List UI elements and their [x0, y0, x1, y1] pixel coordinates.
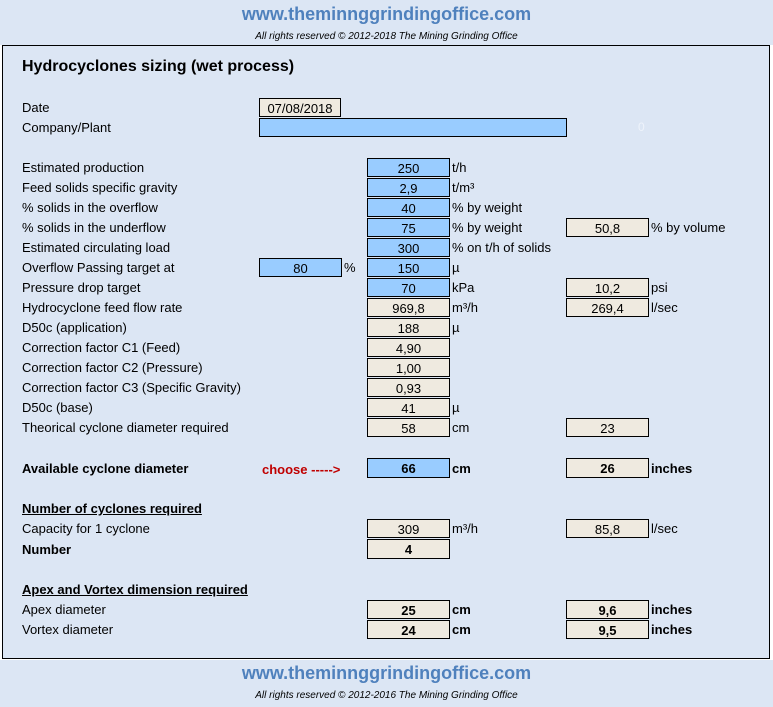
available-diameter-unit: cm: [452, 461, 471, 476]
date-field[interactable]: 07/08/2018: [259, 98, 341, 117]
theoretical-diameter-label: Theorical cyclone diameter required: [22, 420, 229, 435]
solids-underflow-label: % solids in the underflow: [22, 220, 166, 235]
overflow-target-percent-unit: %: [344, 260, 356, 275]
company-label: Company/Plant: [22, 120, 111, 135]
capacity-lsec-unit: l/sec: [651, 521, 678, 536]
apex-inches-unit: inches: [651, 602, 693, 617]
overflow-target-size-unit: µ: [452, 260, 460, 275]
feed-sg-input[interactable]: 2,9: [367, 178, 450, 197]
vortex-cm-unit: cm: [452, 622, 471, 637]
site-url-top[interactable]: www.theminnggrindingoffice.com: [241, 4, 532, 24]
apex-vortex-heading: Apex and Vortex dimension required: [22, 582, 248, 597]
pressure-drop-unit: kPa: [452, 280, 475, 295]
c3-value: 0,93: [367, 378, 450, 397]
feed-sg-unit: t/m³: [452, 180, 475, 195]
date-label: Date: [22, 100, 50, 115]
number-value: 4: [367, 539, 450, 559]
c2-value: 1,00: [367, 358, 450, 377]
available-diameter-inches-unit: inches: [651, 461, 693, 476]
vortex-label: Vortex diameter: [22, 622, 114, 637]
circ-load-input[interactable]: 300: [367, 238, 450, 257]
pressure-drop-psi: 10,2: [566, 278, 649, 297]
company-field[interactable]: [259, 118, 567, 137]
d50c-base-value: 41: [367, 398, 450, 417]
solids-overflow-input[interactable]: 40: [367, 198, 450, 217]
d50c-base-label: D50c (base): [22, 400, 93, 415]
overflow-target-label: Overflow Passing target at: [22, 260, 175, 275]
pressure-drop-psi-unit: psi: [651, 280, 668, 295]
d50c-application-label: D50c (application): [22, 320, 127, 335]
number-label: Number: [22, 542, 72, 557]
solids-underflow-input[interactable]: 75: [367, 218, 450, 237]
feed-flow-value: 969,8: [367, 298, 450, 317]
available-diameter-inches: 26: [566, 458, 649, 478]
solids-underflow-volume-unit: % by volume: [651, 220, 726, 235]
feed-flow-label: Hydrocyclone feed flow rate: [22, 300, 183, 315]
solids-underflow-unit: % by weight: [452, 220, 523, 235]
capacity-lsec: 85,8: [566, 519, 649, 538]
vortex-cm: 24: [367, 620, 450, 639]
d50c-base-unit: µ: [452, 400, 460, 415]
solids-underflow-volume: 50,8: [566, 218, 649, 237]
solids-overflow-unit: % by weight: [452, 200, 523, 215]
pressure-drop-label: Pressure drop target: [22, 280, 141, 295]
apex-cm: 25: [367, 600, 450, 619]
page-title: Hydrocyclones sizing (wet process): [22, 58, 295, 75]
feed-flow-lsec: 269,4: [566, 298, 649, 317]
cyclones-heading: Number of cyclones required: [22, 501, 202, 516]
production-label: Estimated production: [22, 160, 145, 175]
production-unit: t/h: [452, 160, 467, 175]
company-hidden-value: 0: [638, 120, 645, 134]
overflow-target-percent-input[interactable]: 80: [259, 258, 342, 277]
overflow-target-size-input[interactable]: 150: [367, 258, 450, 277]
vortex-inches: 9,5: [566, 620, 649, 639]
choose-arrow-label: choose ----->: [262, 462, 341, 477]
apex-label: Apex diameter: [22, 602, 106, 617]
feed-flow-lsec-unit: l/sec: [651, 300, 678, 315]
apex-cm-unit: cm: [452, 602, 471, 617]
circ-load-unit: % on t/h of solids: [452, 240, 551, 255]
c2-label: Correction factor C2 (Pressure): [22, 360, 203, 375]
circ-load-label: Estimated circulating load: [22, 240, 171, 255]
capacity-unit: m³/h: [452, 521, 478, 536]
production-input[interactable]: 250: [367, 158, 450, 177]
feed-sg-label: Feed solids specific gravity: [22, 180, 178, 195]
capacity-value: 309: [367, 519, 450, 538]
theoretical-diameter-unit: cm: [452, 420, 470, 435]
available-diameter-input[interactable]: 66: [367, 458, 450, 478]
c1-label: Correction factor C1 (Feed): [22, 340, 181, 355]
theoretical-diameter-cm: 58: [367, 418, 450, 437]
available-diameter-label: Available cyclone diameter: [22, 461, 189, 476]
pressure-drop-input[interactable]: 70: [367, 278, 450, 297]
solids-overflow-label: % solids in the overflow: [22, 200, 158, 215]
vortex-inches-unit: inches: [651, 622, 693, 637]
c1-value: 4,90: [367, 338, 450, 357]
d50c-application-value: 188: [367, 318, 450, 337]
rights-bottom: All rights reserved © 2012-2016 The Mining Grinding Office: [255, 690, 518, 701]
feed-flow-unit: m³/h: [452, 300, 478, 315]
theoretical-diameter-inches: 23: [566, 418, 649, 437]
d50c-application-unit: µ: [452, 320, 460, 335]
c3-label: Correction factor C3 (Specific Gravity): [22, 380, 241, 395]
rights-top: All rights reserved © 2012-2018 The Mining Grinding Office: [255, 31, 518, 42]
capacity-label: Capacity for 1 cyclone: [22, 521, 150, 536]
site-url-bottom[interactable]: www.theminnggrindingoffice.com: [241, 663, 532, 683]
apex-inches: 9,6: [566, 600, 649, 619]
